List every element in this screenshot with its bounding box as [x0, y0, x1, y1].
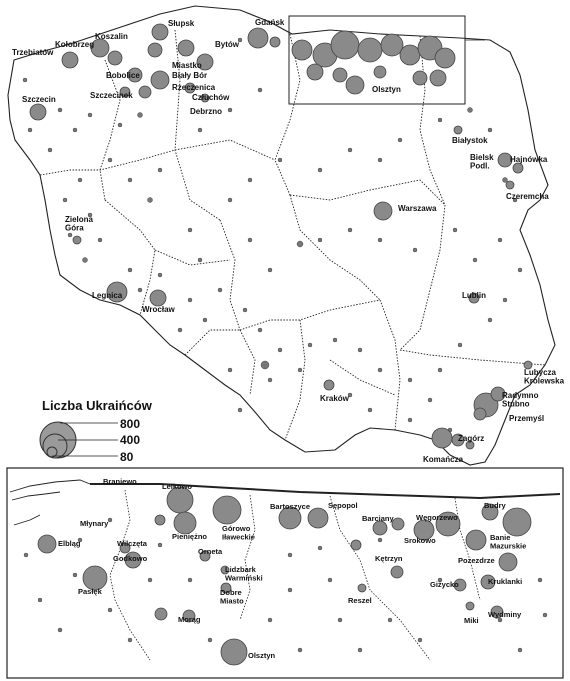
inset-label-ketrzyn: Kętrzyn	[375, 554, 403, 563]
inset-label-miki: Miki	[464, 616, 479, 625]
label-lubycza: Lubycza Królewska	[524, 368, 565, 386]
inset-border-line	[90, 484, 560, 498]
label-kolobrzeg: Kołobrzeg	[55, 40, 95, 49]
inset-label-reszel: Reszel	[348, 596, 372, 605]
inset-label-paslek: Pasłęk	[78, 587, 102, 596]
label-debrzno: Debrzno	[190, 107, 222, 116]
inset-label-wegorzewo: Węgorzewo	[416, 513, 458, 522]
label-czluchow: Człuchów	[192, 93, 230, 102]
label-wroclaw: Wrocław	[142, 305, 175, 314]
inset-label-lidzbark: Lidzbark Warmiński	[225, 565, 263, 583]
label-zielona-gora: Zielona Góra	[65, 215, 94, 233]
inset-label-pozezdrze: Pozezdrze	[458, 556, 495, 565]
inset-label-wydminy: Wydminy	[488, 610, 522, 619]
label-trzebiatow: Trzebiatów	[12, 48, 54, 57]
inset-label-godkowo: Godkowo	[113, 554, 148, 563]
label-bielsk: Bielsk Podl.	[470, 153, 494, 171]
population-circles-main	[30, 24, 532, 449]
label-radymno: Radymno Stubno	[502, 391, 539, 409]
inset-label-braniewo: Braniewo	[103, 477, 137, 486]
legend-value-400: 400	[120, 433, 141, 447]
inset-label-mlynary: Młynary	[80, 519, 109, 528]
label-hajnowka: Hajnówka	[510, 155, 548, 164]
inset-label-lelkowo: Lelkowo	[162, 482, 193, 491]
inset-label-gizycko: Giżycko	[430, 580, 459, 589]
legend-value-80: 80	[120, 450, 134, 464]
label-slupsk: Słupsk	[168, 19, 195, 28]
inset-label-kruklanki: Kruklanki	[488, 577, 523, 586]
label-bytow: Bytów	[215, 40, 239, 49]
label-bialy-bor: Biały Bór	[172, 71, 208, 80]
inset-label-elblag: Elbląg	[58, 539, 81, 548]
label-zagorz: Zagórz	[458, 434, 485, 443]
label-warszawa: Warszawa	[398, 204, 437, 213]
inset-label-dobre-miasto: Dobre Miasto	[220, 588, 244, 606]
label-olsztyn: Olsztyn	[372, 85, 401, 94]
label-bobolice: Bobolice	[106, 71, 140, 80]
inset-label-bartoszyce: Bartoszyce	[270, 502, 311, 511]
inset-label-orneta: Orneta	[198, 547, 223, 556]
label-koszalin: Koszalin	[95, 32, 128, 41]
legend-title: Liczba Ukraińców	[42, 398, 152, 413]
inset-label-wilczeta: Wilczęta	[117, 539, 147, 548]
inset-label-gorowo: Górowo Iławeckie	[222, 524, 255, 542]
label-bialystok: Białystok	[452, 136, 488, 145]
inset-coast	[10, 480, 90, 525]
inset-label-barciany: Barciany	[362, 514, 394, 523]
label-szczecinek: Szczecinek	[90, 91, 133, 100]
inset-label-sepopol: Sępopol	[328, 501, 358, 510]
label-czeremcha: Czeremcha	[506, 192, 549, 201]
label-rzeczenica: Rzeczenica	[172, 83, 216, 92]
legend	[40, 398, 153, 464]
inset-label-pieniezno: Pieniężno	[172, 532, 208, 541]
inset-label-banie: Banie Mazurskie	[490, 533, 527, 551]
label-gdansk: Gdańsk	[255, 18, 285, 27]
label-lublin: Lublin	[462, 291, 486, 300]
poland-outline	[8, 6, 555, 465]
inset-label-olsztyn: Olsztyn	[248, 651, 276, 660]
label-przemysl: Przemyśl	[509, 414, 545, 423]
label-krakow: Kraków	[320, 394, 349, 403]
label-miastko: Miastko	[172, 61, 202, 70]
inset-label-budry: Budry	[484, 501, 506, 510]
inset-label-morag: Morąg	[178, 615, 201, 624]
inset-label-srokowo: Srokowo	[404, 536, 436, 545]
label-legnica: Legnica	[92, 291, 123, 300]
label-szczecin: Szczecin	[22, 95, 56, 104]
legend-value-800: 800	[120, 417, 141, 431]
label-komancza: Komańcza	[423, 455, 464, 464]
